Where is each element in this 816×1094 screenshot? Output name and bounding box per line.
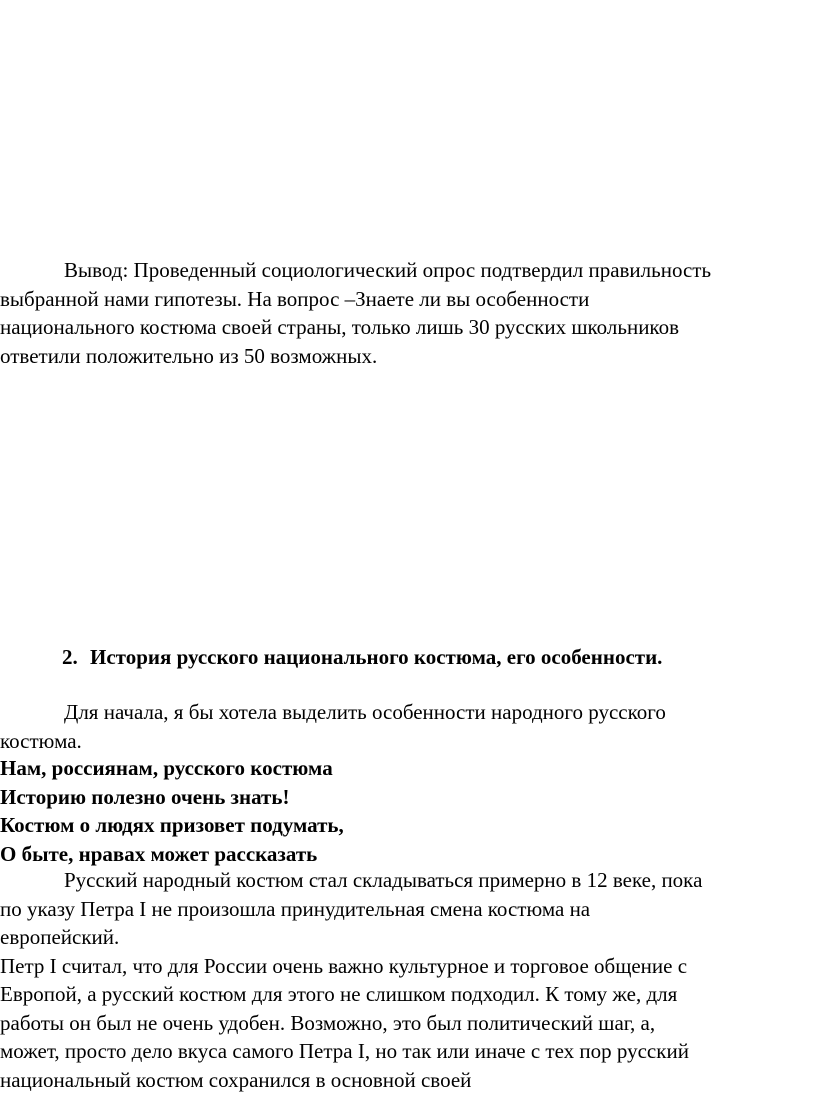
history-line-7: может, просто дело вкуса самого Петра I, но так или иначе с тех пор русский bbox=[0, 1037, 816, 1066]
intro-line-2: костюма. bbox=[0, 727, 816, 756]
section-number: 2. bbox=[62, 643, 90, 671]
history-line-3: европейский. bbox=[0, 923, 816, 952]
history-line-5: Европой, а русский костюм для этого не слишком подходил. К тому же, для bbox=[0, 980, 816, 1009]
section-heading bbox=[62, 643, 662, 671]
poem-line-3: Костюм о людях призовет подумать, bbox=[0, 811, 344, 840]
history-line-6: работы он был не очень удобен. Возможно, это был политический шаг, а, bbox=[0, 1009, 816, 1038]
section-title: История русского национального костюма, его особенности. bbox=[90, 645, 662, 669]
history-paragraph bbox=[0, 866, 816, 1094]
intro-line-1: Для начала, я бы хотела выделить особенности народного русского bbox=[0, 698, 816, 727]
conclusion-line-4: ответили положительно из 50 возможных. bbox=[0, 342, 816, 371]
history-line-4: Петр I считал, что для России очень важно культурное и торговое общение с bbox=[0, 952, 816, 981]
conclusion-line-2: выбранной нами гипотезы. На вопрос –Знаете ли вы особенности bbox=[0, 285, 816, 314]
intro-paragraph bbox=[0, 698, 816, 755]
conclusion-line-3: национального костюма своей страны, только лишь 30 русских школьников bbox=[0, 313, 816, 342]
poem-line-1: Нам, россиянам, русского костюма bbox=[0, 754, 344, 783]
history-line-1: Русский народный костюм стал складываться примерно в 12 веке, пока bbox=[0, 866, 816, 895]
history-line-2: по указу Петра I не произошла принудительная смена костюма на bbox=[0, 895, 816, 924]
conclusion-line-1: Вывод: Проведенный социологический опрос подтвердил правильность bbox=[0, 256, 816, 285]
poem-line-4: О быте, нравах может рассказать bbox=[0, 840, 344, 869]
history-line-8: национальный костюм сохранился в основной своей bbox=[0, 1066, 816, 1094]
conclusion-paragraph bbox=[0, 256, 816, 370]
poem-line-2: Историю полезно очень знать! bbox=[0, 783, 344, 812]
poem-block bbox=[0, 754, 344, 868]
